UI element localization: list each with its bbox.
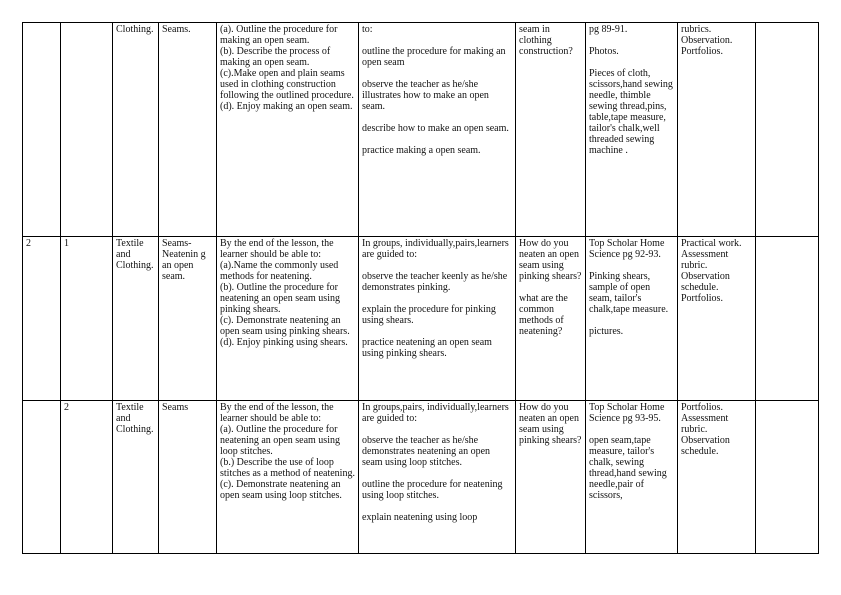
cell-experiences: In groups, individually,pairs,learners are guided to: observe the teacher keenly as he/she demonstrates pinking. explain the procedure for pinking using shears. practice neatening an open seam using pinking shears. xyxy=(359,237,516,401)
cell-week xyxy=(23,401,61,554)
table-row xyxy=(23,23,819,237)
cell-sub-strand: Seams xyxy=(159,401,217,554)
table-row xyxy=(23,237,819,401)
cell-strand: Textile and Clothing. xyxy=(113,401,159,554)
cell-strand: Clothing. xyxy=(113,23,159,237)
cell-assessment: rubrics. Observation. Portfolios. xyxy=(678,23,756,237)
cell-inquiry: seam in clothing construction? xyxy=(516,23,586,237)
cell-inquiry: How do you neaten an open seam using pinking shears? what are the common methods of neatening? xyxy=(516,237,586,401)
cell-assessment: Practical work. Assessment rubric. Observation schedule. Portfolios. xyxy=(678,237,756,401)
cell-lesson: 2 xyxy=(61,401,113,554)
cell-experiences: In groups,pairs, individually,learners are guided to: observe the teacher as he/she demonstrates neatening an open seam using loop stitches. outline the procedure for neatening using loop stitches. explain neatening using loop xyxy=(359,401,516,554)
cell-resources: Top Scholar Home Science pg 92-93. Pinking shears, sample of open seam, tailor's chalk,tape measure. pictures. xyxy=(586,237,678,401)
cell-remarks xyxy=(756,23,819,237)
cell-sub-strand: Seams-Neatenin g an open seam. xyxy=(159,237,217,401)
cell-lesson xyxy=(61,23,113,237)
cell-remarks xyxy=(756,237,819,401)
cell-assessment: Portfolios. Assessment rubric. Observation schedule. xyxy=(678,401,756,554)
cell-experiences: to: outline the procedure for making an open seam observe the teacher as he/she illustrates how to make an open seam. describe how to make an open seam. practice making a open seam. xyxy=(359,23,516,237)
cell-lesson: 1 xyxy=(61,237,113,401)
cell-week: 2 xyxy=(23,237,61,401)
cell-strand: Textile and Clothing. xyxy=(113,237,159,401)
cell-inquiry: How do you neaten an open seam using pinking shears? xyxy=(516,401,586,554)
cell-sub-strand: Seams. xyxy=(159,23,217,237)
cell-resources: Top Scholar Home Science pg 93-95. open seam,tape measure, tailor's chalk, sewing thread,hand sewing needle,pair of scissors, xyxy=(586,401,678,554)
cell-remarks xyxy=(756,401,819,554)
cell-resources: pg 89-91. Photos. Pieces of cloth, scissors,hand sewing needle, thimble sewing thread,pins, table,tape measure, tailor's chalk,well threaded sewing machine . xyxy=(586,23,678,237)
cell-week xyxy=(23,23,61,237)
table-row xyxy=(23,401,819,554)
cell-outcomes: (a). Outline the procedure for making an open seam. (b). Describe the process of making an open seam. (c).Make open and plain seams used in clothing construction following the outlined procedure. (d). Enjoy making an open seam. xyxy=(217,23,359,237)
cell-outcomes: By the end of the lesson, the learner should be able to: (a). Outline the procedure for neatening an open seam using loop stitches. (b.) Describe the use of loop stitches as a method of neatening. (c). Demonstrate neatening an open seam using loop stitches. xyxy=(217,401,359,554)
cell-outcomes: By the end of the lesson, the learner should be able to: (a).Name the commonly used methods for neatening. (b). Outline the procedure for neatening an open seam using pinking shears. (c). Demonstrate neatening an open seam using pinking shears. (d). Enjoy pinking using shears. xyxy=(217,237,359,401)
scheme-of-work-table xyxy=(22,22,819,554)
